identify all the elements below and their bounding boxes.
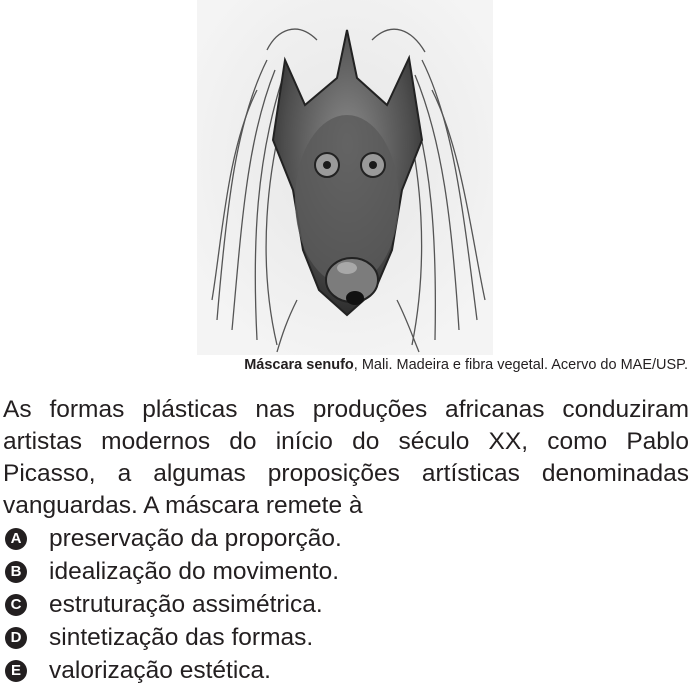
option-d-text: sintetização das formas.	[49, 623, 314, 651]
option-b-text: idealização do movimento.	[49, 557, 340, 585]
caption-title: Máscara senufo	[244, 357, 354, 373]
option-c-text: estruturação assimétrica.	[49, 590, 323, 618]
option-d-badge: D	[5, 627, 27, 649]
option-a-text: preservação da proporção.	[49, 524, 342, 552]
question-stem	[3, 394, 689, 522]
option-d[interactable]	[3, 621, 693, 654]
senufo-mask-photo	[197, 0, 493, 355]
option-e-badge: E	[5, 660, 27, 682]
option-e-text: valorização estética.	[49, 656, 271, 684]
option-a[interactable]	[3, 522, 693, 555]
mask-figure	[197, 0, 493, 355]
figure-caption	[244, 357, 688, 373]
caption-details: , Mali. Madeira e fibra vegetal. Acervo do MAE/USP.	[353, 357, 688, 373]
answer-options	[3, 522, 693, 687]
option-a-badge: A	[5, 528, 27, 550]
option-c[interactable]	[3, 588, 693, 621]
option-e[interactable]	[3, 654, 693, 687]
option-b[interactable]	[3, 555, 693, 588]
question-stem-text: As formas plásticas nas produções africanas conduziram artistas modernos do início do século XX, como Pablo Picasso, a algumas proposições artísticas denominadas vanguardas. A máscara remete à	[3, 396, 689, 519]
option-b-badge: B	[5, 561, 27, 583]
option-c-badge: C	[5, 594, 27, 616]
